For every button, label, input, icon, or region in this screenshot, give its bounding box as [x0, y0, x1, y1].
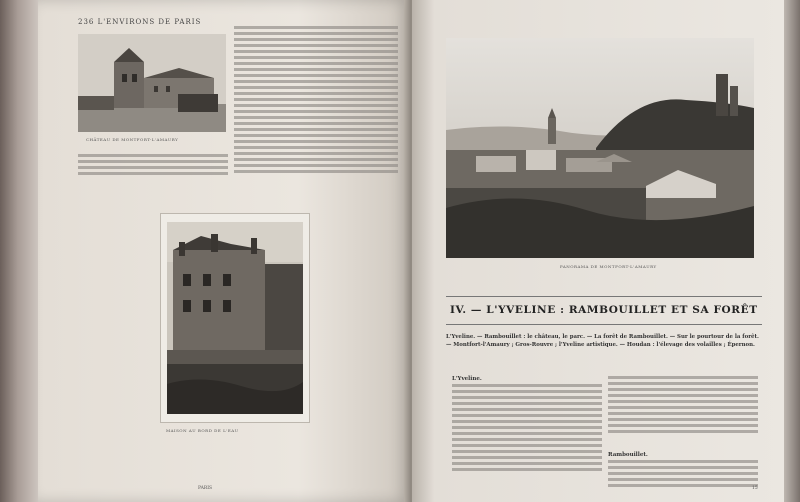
- right-text-column-2b: [608, 460, 758, 490]
- chateau-photo: [78, 34, 226, 132]
- house-photo: [160, 213, 310, 423]
- title-rule-bottom: [446, 324, 762, 325]
- left-page-footer: PARIS: [198, 486, 213, 491]
- chateau-illustration: [78, 34, 226, 132]
- panorama-illustration: [446, 38, 754, 258]
- right-text-column-2: [608, 376, 758, 436]
- section-lead-yveline: L'Yveline.: [452, 376, 482, 382]
- house-illustration: [161, 214, 309, 422]
- chapter-summary: L'Yveline. — Rambouillet : le château, le parc. — La forêt de Rambouillet. — Sur le pourtour de la forêt. — Montfort-l'Amaury ; Gros-Rouvre ; l'Yveline artistique. — Houdan : l'élevage des volailles ; Épernon.: [446, 334, 759, 348]
- chateau-photo-caption: CHÂTEAU DE MONTFORT-L'AMAURY: [86, 137, 179, 142]
- panorama-photo: [446, 38, 754, 258]
- left-text-short: [78, 154, 228, 178]
- right-page-folio: 15: [752, 486, 758, 491]
- house-photo-caption: MAISON AU BORD DE L'EAU: [166, 428, 239, 433]
- panorama-photo-caption: PANORAMA DE MONTFORT-L'AMAURY: [560, 264, 657, 269]
- right-text-column-1: [452, 384, 602, 474]
- title-rule-top: [446, 296, 762, 297]
- left-running-head: 236 L'ENVIRONS DE PARIS: [78, 18, 202, 26]
- section-lead-rambouillet: Rambouillet.: [608, 452, 648, 458]
- left-text-column: [234, 26, 398, 176]
- chapter-title: IV. — L'YVELINE : RAMBOUILLET ET SA FORÊT: [450, 304, 758, 316]
